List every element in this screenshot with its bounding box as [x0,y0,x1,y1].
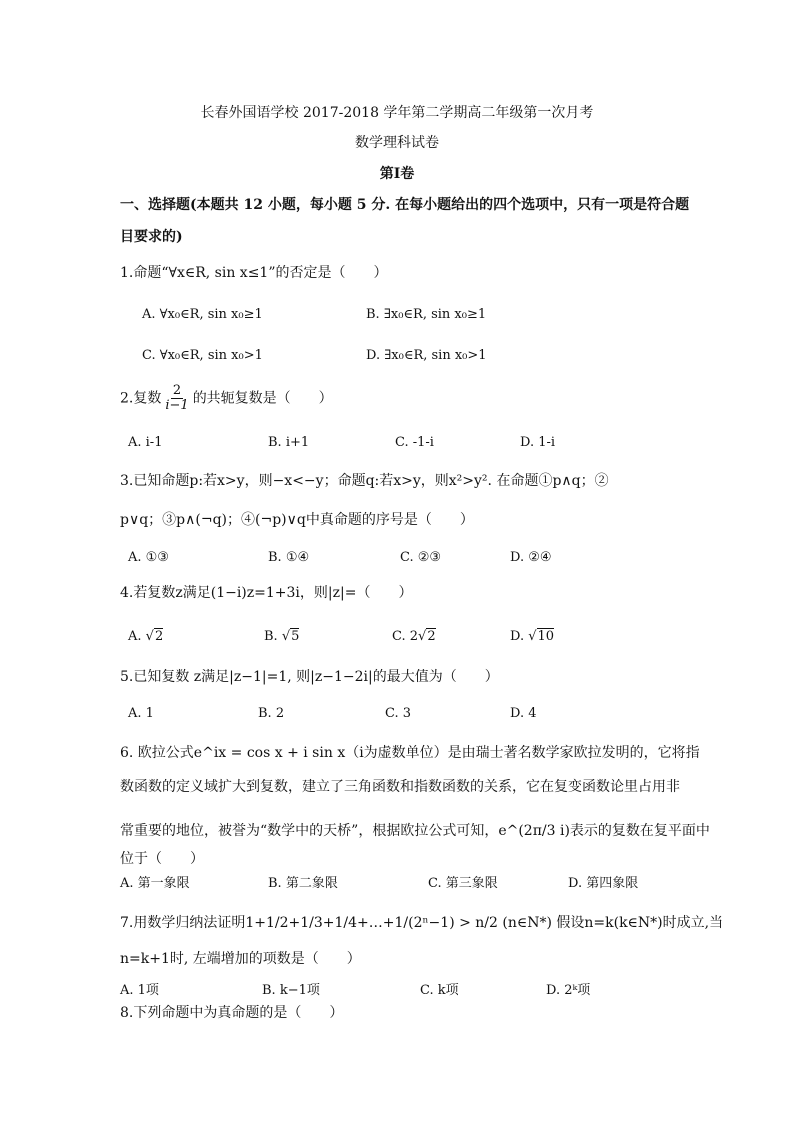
q2-prefix: 2.复数 [120,390,162,407]
exam-subtitle: 数学理科试卷 [355,135,439,151]
q6-option-c: C. 第三象限 [428,876,498,891]
q4-option-b: B. √5 [264,629,300,644]
q2-option-a: A. i-1 [128,435,163,450]
q6-option-d: D. 第四象限 [568,876,639,891]
q5-option-c: C. 3 [385,706,412,721]
q6-option-a: A. 第一象限 [120,876,190,891]
q2-stem [120,384,333,413]
q4-option-a-label: A. [128,629,142,644]
q7-line-1: 7.用数学归纳法证明1+1/2+1/3+1/4+…+1/(2ⁿ−1) > n/2 (n∈N*) 假设n=k(k∈N*)时成立,当 [120,915,724,931]
q4-option-d: D. √10 [510,629,555,644]
q8-stem: 8.下列命题中为真命题的是（ ） [120,1005,344,1021]
instructions-line-1: 一、选择题(本题共 12 小题，每小题 5 分. 在每小题给出的四个选项中，只有一项是符合题 [120,197,690,213]
q1-option-a: A. ∀x₀∈R, sin x₀≥1 [142,307,263,322]
q2-denominator: i−1 [165,398,189,413]
q4-option-a: A. √2 [128,629,164,644]
instructions-line-2: 目要求的) [120,229,183,245]
q2-option-c: C. -1-i [395,435,434,450]
q7-option-c: C. k项 [420,983,459,998]
q2-option-d: D. 1-i [520,435,556,450]
q4-option-c: C. 2√2 [392,629,436,644]
q3-line-2: p∨q；③p∧(¬q)；④(¬p)∨q中真命题的序号是（ ） [120,512,474,528]
q5-option-a: A. 1 [128,706,154,721]
q4-option-c-label: C. 2 [392,629,419,644]
q6-line-4: 位于（ ） [120,851,204,867]
q6-line-3: 常重要的地位，被誉为“数学中的天桥”，根据欧拉公式可知，e^(2π/3 i)表示的复数在复平面中 [120,823,710,839]
q7-option-a: A. 1项 [120,983,159,998]
q4-option-b-value: 5 [291,629,300,644]
q6-line-2: 数函数的定义域扩大到复数，建立了三角函数和指数函数的关系，它在复变函数论里占用非 [120,779,680,795]
q3-option-a: A. ①③ [128,550,169,565]
q4-option-c-value: 2 [427,629,436,644]
q4-option-d-value: 10 [537,629,555,644]
q6-option-b: B. 第二象限 [268,876,338,891]
q3-line-1: 3.已知命题p:若x>y，则−x<−y；命题q:若x>y，则x²>y². 在命题①p∧q；② [120,473,609,489]
q1-option-d: D. ∃x₀∈R, sin x₀>1 [366,348,487,363]
q4-option-d-label: D. [510,629,525,644]
section-title: 第Ⅰ卷 [379,166,415,182]
q3-option-b: B. ①④ [268,550,310,565]
q2-suffix: 的共轭复数是（ ） [192,390,333,407]
q4-stem: 4.若复数z满足(1−i)z=1+3i，则|z|=（ ） [120,585,413,601]
q1-stem: 1.命题“∀x∈R, sin x≤1”的否定是（ ） [120,265,388,281]
q5-option-d: D. 4 [510,706,537,721]
q5-option-b: B. 2 [258,706,285,721]
q2-numerator: 2 [172,383,182,398]
q3-option-d: D. ②④ [510,550,552,565]
q7-option-b: B. k−1项 [262,983,320,998]
q2-option-b: B. i+1 [268,435,310,450]
q6-line-1: 6. 欧拉公式e^ix = cos x + i sin x（i为虚数单位）是由瑞士著名数学家欧拉发明的，它将指 [120,745,700,761]
exam-title: 长春外国语学校 2017-2018 学年第二学期高二年级第一次月考 [200,105,594,121]
q1-option-c: C. ∀x₀∈R, sin x₀>1 [142,348,263,363]
q1-option-b: B. ∃x₀∈R, sin x₀≥1 [366,307,487,322]
q4-option-b-label: B. [264,629,278,644]
q4-option-a-value: 2 [154,629,164,644]
q7-option-d: D. 2ᵏ项 [546,983,591,998]
q2-fraction [163,384,190,413]
q3-option-c: C. ②③ [400,550,442,565]
q5-stem: 5.已知复数 z满足|z−1|=1, 则|z−1−2i|的最大值为（ ） [120,669,499,685]
q7-line-2: n=k+1时, 左端增加的项数是（ ） [120,951,361,967]
